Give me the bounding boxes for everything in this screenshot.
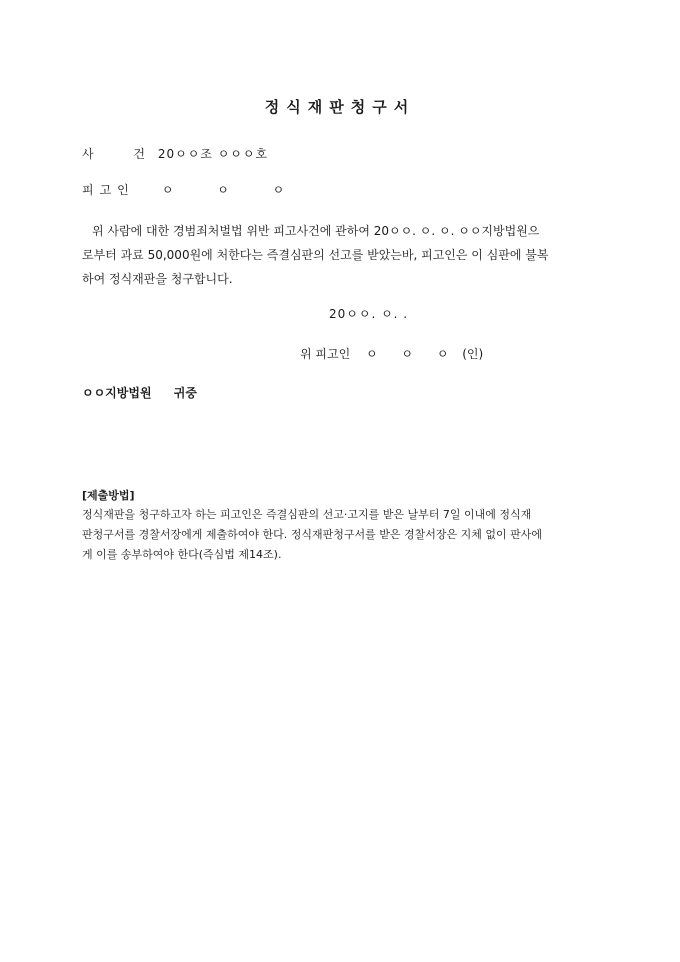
court-honorific: 귀중 xyxy=(173,386,197,400)
case-number: 20ㅇㅇ조 ㅇㅇㅇ호 xyxy=(157,147,269,161)
signature-line xyxy=(300,345,483,362)
court-name: ㅇㅇ지방법원 xyxy=(82,386,152,400)
document-title: 정식재판청구서 xyxy=(264,98,416,116)
submission-method-line: 게 이를 송부하여야 한다(즉심법 제14조). xyxy=(82,548,282,561)
petition-body-line: 로부터 과료 50,000원에 처한다는 즉결심판의 선고를 받았는바, 피고인은 이 심판에 불복 xyxy=(82,248,549,262)
submission-method-heading: [제출방법] xyxy=(82,489,135,502)
petition-body xyxy=(82,219,599,291)
filing-date: 20ㅇㅇ. ㅇ. . xyxy=(329,307,409,321)
signature-name: ㅇ ㅇ ㅇ xyxy=(366,347,459,361)
defendant-name: ㅇ ㅇ ㅇ xyxy=(161,183,305,197)
signature-seal: (인) xyxy=(462,347,484,361)
signature-prefix: 위 피고인 xyxy=(300,347,351,361)
submission-method-line: 정식재판을 청구하고자 하는 피고인은 즉결심판의 선고·고지를 받은 날부터 7일 이내에 정식재 xyxy=(82,508,532,521)
petition-body-line: 하여 정식재판을 청구합니다. xyxy=(82,272,233,286)
petition-body-line: 위 사람에 대한 경범죄처벌법 위반 피고사건에 관하여 20ㅇㅇ. ㅇ. ㅇ. ㅇㅇ지방법원으 xyxy=(92,224,540,238)
defendant-row xyxy=(82,181,304,198)
case-label: 사 건 xyxy=(82,147,163,161)
submission-method-line: 판청구서를 경찰서장에게 제출하여야 한다. 정식재판청구서를 받은 경찰서장은 지체 없이 판사에 xyxy=(82,528,543,541)
addressee-court xyxy=(82,384,197,401)
case-row xyxy=(82,145,268,162)
submission-method-text xyxy=(82,505,599,565)
defendant-label: 피고인 xyxy=(82,183,135,197)
